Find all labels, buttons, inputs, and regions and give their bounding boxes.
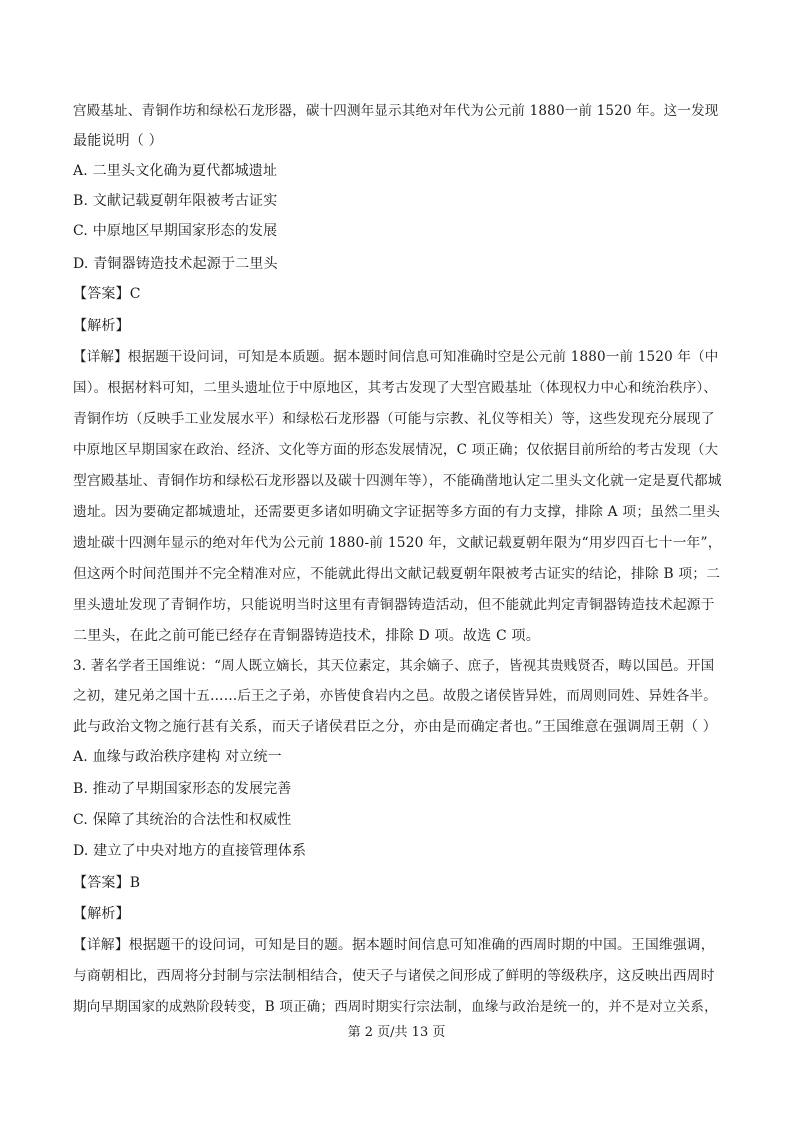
text-line: 遗址。因为要确定都城遗址，还需要更多诸如明确文字证据等多方面的有力支撑，排除 A 项；虽然二里头 (73, 504, 721, 520)
text-line: 青铜作坊（反映手工业发展水平）和绿松石龙形器（可能与宗教、礼仪等相关）等，这些发现充分展现了 (73, 411, 715, 427)
text-line: 型宫殿基址、青铜作坊和绿松石龙形器以及碳十四测年等），不能确凿地认定二里头文化就一定是夏代都城 (73, 473, 722, 489)
text-line: 里头遗址发现了青铜作坊，只能说明当时这里有青铜器铸造活动，但不能就此判定青铜器铸造技术起源于 (73, 597, 715, 613)
text-line: 期向早期国家的成熟阶段转变，B 项正确；西周时期实行宗法制，血缘与政治是统一的，并不是对立关系， (73, 999, 718, 1015)
text-line: D. 建立了中央对地方的直接管理体系 (73, 843, 307, 859)
text-line: 【答案】B (73, 875, 141, 891)
text-line: 最能说明（ ） (73, 133, 163, 149)
text-line: 遗址碳十四测年显示的绝对年代为公元前 1880-前 1520 年，文献记载夏朝年限为“用岁四百七十一年”， (73, 535, 722, 551)
text-line: 【解析】 (73, 318, 130, 334)
text-line: B. 推动了早期国家形态的发展完善 (73, 781, 292, 797)
text-line: C. 中原地区早期国家形态的发展 (73, 223, 278, 239)
text-line: 国）。根据材料可知，二里头遗址位于中原地区，其考古发现了大型宫殿基址（体现权力中心和统治秩序）、 (73, 380, 718, 396)
text-line: 但这两个时间范围并不完全精准对应，不能就此得出文献记载夏朝年限被考古证实的结论，排除 B 项；二 (73, 566, 721, 582)
text-line: 【答案】C (73, 286, 141, 302)
text-line: C. 保障了其统治的合法性和权威性 (73, 812, 292, 828)
text-line: B. 文献记载夏朝年限被考古证实 (73, 193, 278, 209)
text-line: 【详解】根据题干的设问词，可知是目的题。据本题时间信息可知准确的西周时期的中国。王国维强调， (73, 937, 715, 953)
text-line: A. 二里头文化确为夏代都城遗址 (73, 163, 278, 179)
text-line: 此与政治文物之施行甚有关系，而天子诸侯君臣之分，亦由是而确定者也。”王国维意在强调周王朝（ ） (73, 719, 718, 735)
text-line: D. 青铜器铸造技术起源于二里头 (73, 256, 278, 272)
text-line: 之初，建兄弟之国十五……后王之子弟，亦皆使食岩内之邑。故殷之诸侯皆异姓，而周则同姓、异姓各半。 (73, 688, 717, 704)
text-line: 宫殿基址、青铜作坊和绿松石龙形器，碳十四测年显示其绝对年代为公元前 1880一前 1520 年。这一发现 (73, 103, 719, 119)
text-line: 3. 著名学者王国维说：“周人既立嫡长，其天位素定，其余嫡子、庶子，皆视其贵贱贤否，畴以国邑。开国 (73, 658, 715, 674)
text-line: A. 血缘与政治秩序建构 对立统一 (73, 749, 282, 765)
text-line: 【详解】根据题干设问词，可知是本质题。据本题时间信息可知准确时空是公元前 1880一前 1520 年（中 (73, 349, 719, 365)
page-footer: 第 2 页/共 13 页 (347, 1025, 446, 1040)
text-line: 与商朝相比，西周将分封制与宗法制相结合，使天子与诸侯之间形成了鲜明的等级秩序，这反映出西周时 (73, 968, 715, 984)
text-line: 【解析】 (73, 906, 130, 922)
text-line: 二里头，在此之前可能已经存在青铜器铸造技术，排除 D 项。故选 C 项。 (73, 628, 540, 644)
text-line: 中原地区早期国家在政治、经济、文化等方面的形态发展情况，C 项正确；仅依据目前所给的考古发现（大 (73, 442, 719, 458)
